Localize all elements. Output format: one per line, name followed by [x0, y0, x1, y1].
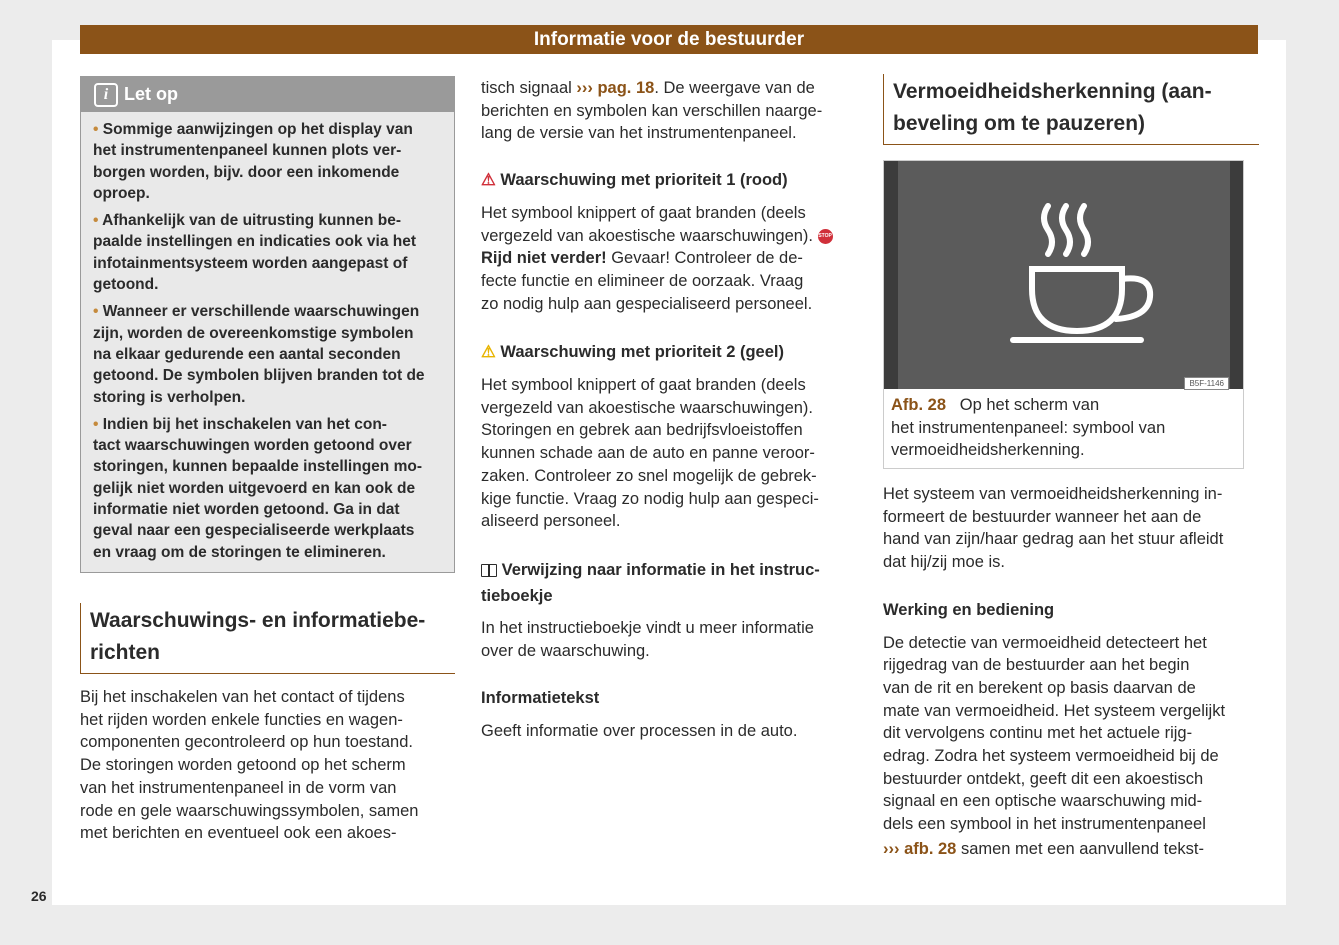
paragraph: De detectie van vermoeidheid detecteert het rijgedrag van de bestuurder aan het begin van de rit en berekent op basis daarvan de mate van vermoeidheid. Het systeem vergelijkt dit vervolgens continu met het actuele rijg- edrag. Zodra het systeem vermoeidheid bij de bestuurder ontdekt, geeft dit een akoestisch signaal en een optische waarschuwing mid- dels een symbool in het instrumentenpaneel [883, 633, 1226, 834]
note-header [81, 77, 454, 112]
info-icon: i [94, 83, 118, 107]
paragraph: Geeft informatie over processen in de auto. [481, 722, 798, 741]
paragraph: Het systeem van vermoeidheidsherkenning in- formeert de bestuurder wanneer het aan de hand van zijn/haar gedrag aan het stuur afleidt dat hij/zij moe is. [883, 485, 1224, 572]
page-link[interactable]: pag. 18 [597, 79, 655, 97]
note-item: • Indien bij het inschakelen van het con- tact waarschuwingen worden getoond over storingen, kunnen bepaalde instellingen mo- gelijk niet worden uitgevoerd en kan ook de informatie niet worden getoond. Ga in dat geval naar een gespecialiseerde werkplaats en vraag om de storingen te elimineren. [93, 415, 422, 561]
note-item: • Sommige aanwijzingen op het display van het instrumentenpaneel kunnen plots ver- borgen worden, bijv. door een inkomende oproep. [93, 121, 413, 202]
paragraph: tisch signaal ››› pag. 18. De weergave van de berichten en symbolen kan verschillen naarge- lang de versie van het instrumentenpaneel. [481, 79, 823, 143]
warning-yellow-icon: ⚠ [481, 343, 496, 362]
arrows-icon: ››› [576, 79, 593, 97]
subheading: Werking en bediening [883, 600, 1055, 619]
note-item: • Wanneer er verschillende waarschuwingen zijn, worden de overeenkomstige symbolen na elkaar gedurende een aantal seconden getoond. De symbolen blijven branden tot de storing is verholpen. [93, 303, 425, 406]
book-icon [481, 564, 497, 577]
paragraph: Bij het inschakelen van het contact of tijdens het rijden worden enkele functies en wagen- componenten gecontroleerd op hun toestand. De storingen worden getoond op het scherm van het instrumentenpaneel in de vorm van rode en gele waarschuwingssymbolen, samen met berichten en eventueel ook een akoes- [80, 688, 419, 843]
section-heading: Waarschuwings- en informatiebe- richten [80, 603, 455, 674]
section-heading: Vermoeidheidsherkenning (aan- beveling om te pauzeren) [883, 74, 1259, 145]
note-title: Let op [124, 84, 178, 104]
figure-code: B5F-1146 [1184, 377, 1229, 390]
figure-link[interactable]: afb. 28 [904, 839, 957, 858]
paragraph: Het symbool knippert of gaat branden (deels vergezeld van akoestische waarschuwingen). Storingen en gebrek aan bedrijfsvloeistoffen kunnen schade aan de auto en panne veroor- zaken. Controleer zo snel mogelijk de gebrek- kige functie. Vraag zo nodig hulp aan gespeci- aliseerd personeel. [481, 376, 819, 531]
subheading: Informatietekst [481, 689, 600, 708]
page-number: 26 [31, 888, 47, 904]
stop-icon: STOP [818, 229, 833, 244]
warning-red-icon: ⚠ [481, 171, 496, 190]
note-box [80, 76, 455, 573]
paragraph: Het symbool knippert of gaat branden (deels vergezeld van akoestische waarschuwingen). STOP Rijd niet verder! Gevaar! Controleer de de- fecte functie en elimineer de oorzaak. Vraag zo nodig hulp aan gespecialiseerd personeel. [481, 203, 832, 313]
subheading: ⚠ Waarschuwing met prioriteit 1 (rood) [481, 171, 788, 190]
note-item: • Afhankelijk van de uitrusting kunnen be- paalde instellingen en indicaties ook via het infotainmentsysteem worden aangepast of getoond. [93, 212, 417, 294]
subheading: Verwijzing naar informatie in het instruc- tieboekje [481, 560, 820, 605]
figure [883, 160, 1244, 469]
instrument-screen [884, 161, 1243, 389]
figure-caption: Afb. 28 Op het scherm van het instrumentenpaneel: symbool van vermoeidheidsherkenning. [891, 396, 1166, 460]
coffee-cup-icon [898, 161, 1230, 389]
arrows-icon: ››› [883, 839, 900, 858]
page-header: Informatie voor de bestuurder [80, 25, 1258, 54]
paragraph: In het instructieboekje vindt u meer informatie over de waarschuwing. [481, 618, 814, 660]
paragraph: ››› afb. 28 samen met een aanvullend tekst- [883, 839, 1204, 858]
subheading: ⚠ Waarschuwing met prioriteit 2 (geel) [481, 343, 784, 362]
